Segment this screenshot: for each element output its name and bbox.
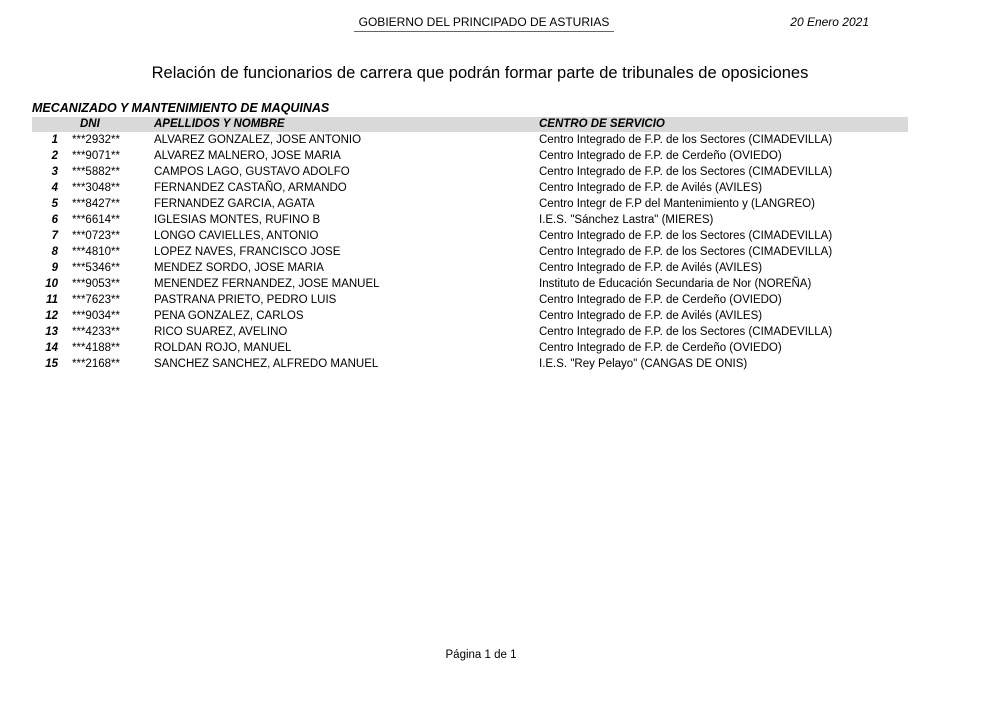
table-row xyxy=(32,148,908,164)
officials-table xyxy=(32,117,908,372)
name-cell: SANCHEZ SANCHEZ, ALFREDO MANUEL xyxy=(154,358,379,370)
table-row xyxy=(32,212,908,228)
row-number: 5 xyxy=(51,198,58,210)
table-header xyxy=(32,117,908,132)
header-date: 20 Enero 2021 xyxy=(790,15,869,29)
table-row xyxy=(32,228,908,244)
dni-cell: ***4188** xyxy=(72,342,120,354)
center-cell: I.E.S. "Rey Pelayo" (CANGAS DE ONIS) xyxy=(539,358,748,370)
row-number: 14 xyxy=(45,342,58,354)
center-cell: Centro Integrado de F.P. de los Sectores (CIMADEVILLA) xyxy=(539,166,833,178)
table-row xyxy=(32,260,908,276)
table-row xyxy=(32,308,908,324)
table-row xyxy=(32,244,908,260)
dni-cell: ***5882** xyxy=(72,166,120,178)
table-row xyxy=(32,340,908,356)
dni-cell: ***3048** xyxy=(72,182,120,194)
header-organization: GOBIERNO DEL PRINCIPADO DE ASTURIAS xyxy=(354,15,614,32)
center-cell: Centro Integrado de F.P. de los Sectores (CIMADEVILLA) xyxy=(539,134,833,146)
row-number: 15 xyxy=(45,358,58,370)
dni-cell: ***9053** xyxy=(72,278,120,290)
name-cell: IGLESIAS MONTES, RUFINO B xyxy=(154,214,321,226)
row-number: 7 xyxy=(51,230,58,242)
dni-cell: ***9071** xyxy=(72,150,120,162)
center-cell: Centro Integrado de F.P. de Avilés (AVILES) xyxy=(539,262,763,274)
center-cell: Centro Integrado de F.P. de Cerdeño (OVIEDO) xyxy=(539,294,782,306)
table-row xyxy=(32,292,908,308)
name-cell: MENENDEZ FERNANDEZ, JOSE MANUEL xyxy=(154,278,380,290)
dni-cell: ***9034** xyxy=(72,310,120,322)
row-number: 10 xyxy=(45,278,58,290)
table-row xyxy=(32,276,908,292)
center-cell: Centro Integrado de F.P. de los Sectores (CIMADEVILLA) xyxy=(539,230,833,242)
column-header-dni: DNI xyxy=(80,118,100,130)
name-cell: FERNANDEZ CASTAÑO, ARMANDO xyxy=(154,182,347,194)
center-cell: Centro Integrado de F.P. de los Sectores (CIMADEVILLA) xyxy=(539,246,833,258)
center-cell: I.E.S. "Sánchez Lastra" (MIERES) xyxy=(539,214,714,226)
name-cell: ALVAREZ GONZALEZ, JOSE ANTONIO xyxy=(154,134,362,146)
table-row xyxy=(32,356,908,372)
name-cell: ALVAREZ MALNERO, JOSE MARIA xyxy=(154,150,341,162)
center-cell: Centro Integrado de F.P. de Avilés (AVILES) xyxy=(539,310,763,322)
row-number: 6 xyxy=(51,214,58,226)
row-number: 12 xyxy=(45,310,58,322)
name-cell: ROLDAN ROJO, MANUEL xyxy=(154,342,292,354)
row-number: 1 xyxy=(51,134,58,146)
name-cell: RICO SUAREZ, AVELINO xyxy=(154,326,288,338)
row-number: 13 xyxy=(45,326,58,338)
column-header-name: APELLIDOS Y NOMBRE xyxy=(154,118,285,130)
row-number: 8 xyxy=(51,246,58,258)
dni-cell: ***4233** xyxy=(72,326,120,338)
center-cell: Centro Integrado de F.P. de Cerdeño (OVIEDO) xyxy=(539,342,782,354)
row-number: 9 xyxy=(51,262,58,274)
table-row xyxy=(32,132,908,148)
table-row xyxy=(32,164,908,180)
dni-cell: ***6614** xyxy=(72,214,120,226)
dni-cell: ***4810** xyxy=(72,246,120,258)
name-cell: MENDEZ SORDO, JOSE MARIA xyxy=(154,262,324,274)
name-cell: PENA GONZALEZ, CARLOS xyxy=(154,310,304,322)
section-heading: MECANIZADO Y MANTENIMIENTO DE MAQUINAS xyxy=(32,101,330,115)
table-body xyxy=(32,132,908,372)
center-cell: Centro Integr de F.P del Mantenimiento y (LANGREO) xyxy=(539,198,815,210)
table-row xyxy=(32,324,908,340)
table-row xyxy=(32,180,908,196)
page-title: Relación de funcionarios de carrera que podrán formar parte de tribunales de oposiciones xyxy=(151,64,809,82)
dni-cell: ***0723** xyxy=(72,230,120,242)
page-footer: Página 1 de 1 xyxy=(445,649,517,661)
name-cell: LOPEZ NAVES, FRANCISCO JOSE xyxy=(154,246,341,258)
dni-cell: ***2932** xyxy=(72,134,120,146)
name-cell: FERNANDEZ GARCIA, AGATA xyxy=(154,198,315,210)
table-row xyxy=(32,196,908,212)
center-cell: Centro Integrado de F.P. de Avilés (AVILES) xyxy=(539,182,763,194)
name-cell: LONGO CAVIELLES, ANTONIO xyxy=(154,230,319,242)
center-cell: Instituto de Educación Secundaria de Nor (NOREÑA) xyxy=(539,278,812,290)
center-cell: Centro Integrado de F.P. de Cerdeño (OVIEDO) xyxy=(539,150,782,162)
name-cell: PASTRANA PRIETO, PEDRO LUIS xyxy=(154,294,337,306)
row-number: 4 xyxy=(51,182,58,194)
dni-cell: ***7623** xyxy=(72,294,120,306)
dni-cell: ***8427** xyxy=(72,198,120,210)
row-number: 3 xyxy=(51,166,58,178)
column-header-center: CENTRO DE SERVICIO xyxy=(539,118,665,130)
dni-cell: ***5346** xyxy=(72,262,120,274)
row-number: 11 xyxy=(46,294,58,306)
row-number: 2 xyxy=(51,150,58,162)
dni-cell: ***2168** xyxy=(72,358,120,370)
name-cell: CAMPOS LAGO, GUSTAVO ADOLFO xyxy=(154,166,350,178)
center-cell: Centro Integrado de F.P. de los Sectores (CIMADEVILLA) xyxy=(539,326,833,338)
